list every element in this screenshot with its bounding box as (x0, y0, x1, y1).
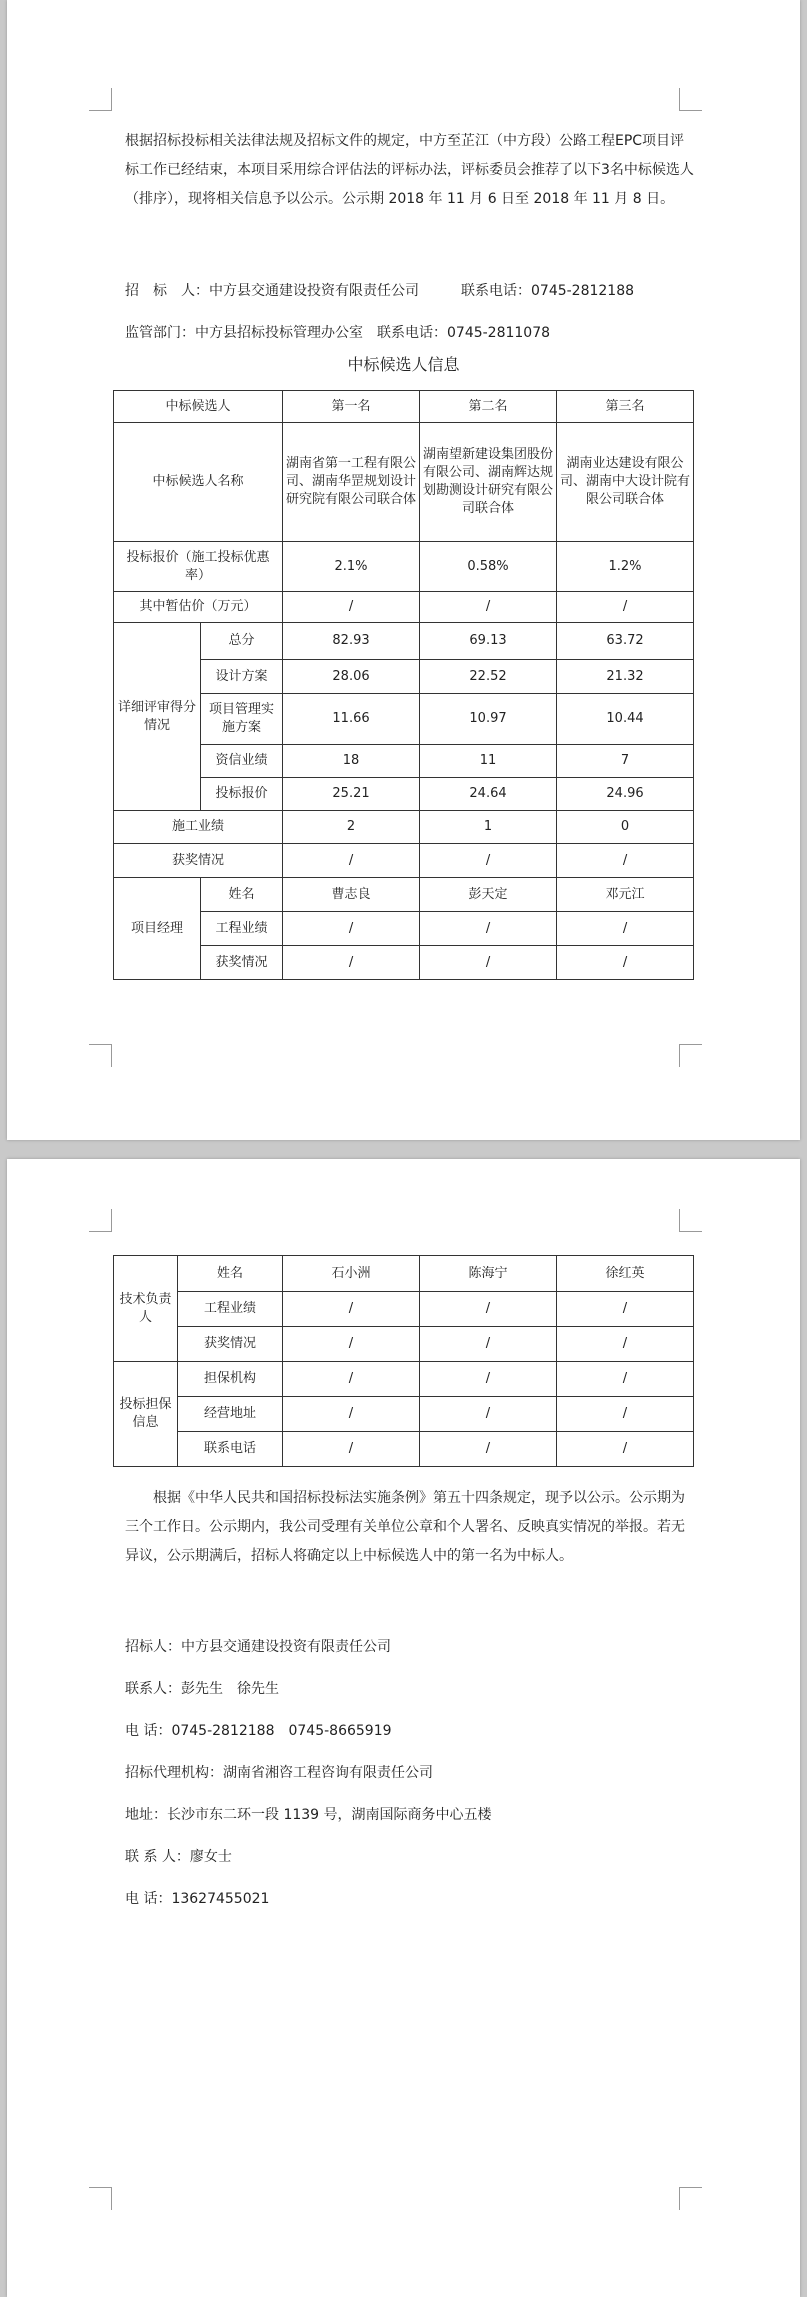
row-label: 资信业绩 (201, 745, 283, 778)
table-cell: / (557, 592, 694, 623)
tech-row (114, 1327, 694, 1362)
table-cell: 63.72 (557, 623, 694, 660)
table-cell: 82.93 (283, 623, 420, 660)
row-label: 中标候选人名称 (114, 423, 283, 542)
table-cell: 69.13 (420, 623, 557, 660)
row-label: 姓名 (178, 1256, 283, 1292)
table-cell: / (283, 1327, 420, 1362)
contact-line: 电 话：0745-2812188 0745-8665919 (125, 1723, 392, 1739)
table-cell: / (420, 912, 557, 946)
contact-line: 联 系 人：廖女士 (125, 1849, 232, 1865)
contact-line: 联系人：彭先生 徐先生 (125, 1681, 279, 1697)
row-label: 获奖情况 (114, 844, 283, 878)
row-group-label: 项目经理 (114, 878, 201, 980)
table-cell: / (557, 1327, 694, 1362)
margin-mark-bottom-left (89, 1044, 112, 1067)
score-row (114, 694, 694, 745)
table-cell: 石小洲 (283, 1256, 420, 1292)
table-cell: 21.32 (557, 660, 694, 694)
table-cell: / (557, 1432, 694, 1467)
pm-row (114, 946, 694, 980)
table-cell: 24.96 (557, 778, 694, 811)
intro-paragraph: 根据招标投标相关法律法规及招标文件的规定，中方至芷江（中方段）公路工程EPC项目评标工作已经结束，本项目采用综合评估法的评标办法，评标委员会推荐了以下3名中标候选人（排序），现将相关信息予以公示。公示期 2018 年 11 月 6 日至 2018 年 11 月 8 日。 (125, 133, 694, 207)
header-cell: 第二名 (420, 391, 557, 423)
margin-mark-bottom-left (89, 2187, 112, 2210)
document-page-1 (7, 0, 800, 1140)
pm-row (114, 878, 694, 912)
candidate-name-cell: 湖南业达建设有限公司、湖南中大设计院有限公司联合体 (557, 423, 694, 542)
row-label: 获奖情况 (201, 946, 283, 980)
table-cell: / (283, 912, 420, 946)
candidate-info-table (113, 390, 694, 980)
table-cell: / (283, 592, 420, 623)
award-row (114, 844, 694, 878)
table-cell: / (283, 946, 420, 980)
tenderer-line: 招 标 人：中方县交通建设投资有限责任公司 联系电话：0745-2812188 (125, 283, 635, 299)
tech-row (114, 1256, 694, 1292)
table-cell: / (283, 1432, 420, 1467)
table-cell: 10.97 (420, 694, 557, 745)
table-cell: / (557, 1397, 694, 1432)
guarantee-row (114, 1397, 694, 1432)
candidate-name-cell: 湖南望新建设集团股份有限公司、湖南辉达规划勘测设计研究有限公司联合体 (420, 423, 557, 542)
pm-row (114, 912, 694, 946)
guarantee-row (114, 1362, 694, 1397)
header-cell: 第三名 (557, 391, 694, 423)
tech-row (114, 1292, 694, 1327)
table-cell: / (420, 1432, 557, 1467)
table-cell: 11 (420, 745, 557, 778)
row-group-label: 投标担保信息 (114, 1362, 178, 1467)
candidate-name-row (114, 423, 694, 542)
table-cell: / (420, 592, 557, 623)
table-cell: / (557, 1362, 694, 1397)
table-cell: / (420, 844, 557, 878)
table-cell: 7 (557, 745, 694, 778)
table-cell: / (283, 844, 420, 878)
table-cell: / (420, 1397, 557, 1432)
table-cell: 10.44 (557, 694, 694, 745)
table-cell: / (283, 1362, 420, 1397)
row-label: 工程业绩 (201, 912, 283, 946)
margin-mark-top-left (89, 88, 112, 111)
table-cell: / (420, 1362, 557, 1397)
row-label: 工程业绩 (178, 1292, 283, 1327)
table-cell: 曹志良 (283, 878, 420, 912)
provisional-row (114, 592, 694, 623)
table-cell: 18 (283, 745, 420, 778)
score-row (114, 660, 694, 694)
row-label: 项目管理实施方案 (201, 694, 283, 745)
table-cell: 1.2% (557, 542, 694, 592)
header-cell: 第一名 (283, 391, 420, 423)
table-cell: / (557, 844, 694, 878)
candidate-name-cell: 湖南省第一工程有限公司、湖南华罡规划设计研究院有限公司联合体 (283, 423, 420, 542)
table-cell: / (557, 1292, 694, 1327)
row-label: 获奖情况 (178, 1327, 283, 1362)
notice-paragraph: 根据《中华人民共和国招标投标法实施条例》第五十四条规定，现予以公示。公示期为三个工作日。公示期内，我公司受理有关单位公章和个人署名、反映真实情况的举报。若无异议，公示期满后，招标人将确定以上中标候选人中的第一名为中标人。 (125, 1490, 685, 1564)
score-row (114, 778, 694, 811)
table-cell: / (283, 1292, 420, 1327)
row-label: 投标报价 (201, 778, 283, 811)
row-label: 总分 (201, 623, 283, 660)
table-cell: / (557, 946, 694, 980)
candidate-info-table-continued (113, 1255, 694, 1467)
table-cell: / (283, 1397, 420, 1432)
margin-mark-top-right (679, 88, 702, 111)
margin-mark-bottom-right (679, 2187, 702, 2210)
row-label: 其中暂估价（万元） (114, 592, 283, 623)
table-cell: 1 (420, 811, 557, 844)
table-cell: 22.52 (420, 660, 557, 694)
table-header-row (114, 391, 694, 423)
table-cell: 24.64 (420, 778, 557, 811)
contact-line: 招标人：中方县交通建设投资有限责任公司 (125, 1639, 391, 1655)
row-group-label: 详细评审得分情况 (114, 623, 201, 811)
table-cell: 徐红英 (557, 1256, 694, 1292)
bid-row (114, 542, 694, 592)
table-cell: 陈海宁 (420, 1256, 557, 1292)
score-row (114, 623, 694, 660)
table-cell: / (420, 946, 557, 980)
header-cell: 中标候选人 (114, 391, 283, 423)
row-label: 施工业绩 (114, 811, 283, 844)
row-label: 联系电话 (178, 1432, 283, 1467)
margin-mark-top-left (89, 1209, 112, 1232)
table-cell: 28.06 (283, 660, 420, 694)
score-row (114, 745, 694, 778)
row-label: 经营地址 (178, 1397, 283, 1432)
table-cell: 2.1% (283, 542, 420, 592)
table-cell: 11.66 (283, 694, 420, 745)
contact-line: 电 话：13627455021 (125, 1891, 270, 1907)
document-page-2 (7, 1159, 800, 2297)
margin-mark-bottom-right (679, 1044, 702, 1067)
table-cell: 邓元江 (557, 878, 694, 912)
table-cell: 25.21 (283, 778, 420, 811)
table-cell: 0.58% (420, 542, 557, 592)
row-label: 设计方案 (201, 660, 283, 694)
row-group-label: 技术负责人 (114, 1256, 178, 1362)
table-title: 中标候选人信息 (347, 355, 460, 374)
table-cell: / (420, 1327, 557, 1362)
table-cell: / (557, 912, 694, 946)
guarantee-row (114, 1432, 694, 1467)
row-label: 担保机构 (178, 1362, 283, 1397)
table-cell: / (420, 1292, 557, 1327)
supervisor-line: 监管部门：中方县招标投标管理办公室 联系电话：0745-2811078 (125, 325, 551, 341)
margin-mark-top-right (679, 1209, 702, 1232)
table-cell: 彭天定 (420, 878, 557, 912)
row-label: 投标报价（施工投标优惠率） (114, 542, 283, 592)
table-cell: 0 (557, 811, 694, 844)
contact-line: 地址：长沙市东二环一段 1139 号，湖南国际商务中心五楼 (125, 1807, 492, 1823)
construction-row (114, 811, 694, 844)
row-label: 姓名 (201, 878, 283, 912)
contact-line: 招标代理机构：湖南省湘咨工程咨询有限责任公司 (125, 1765, 433, 1781)
table-cell: 2 (283, 811, 420, 844)
